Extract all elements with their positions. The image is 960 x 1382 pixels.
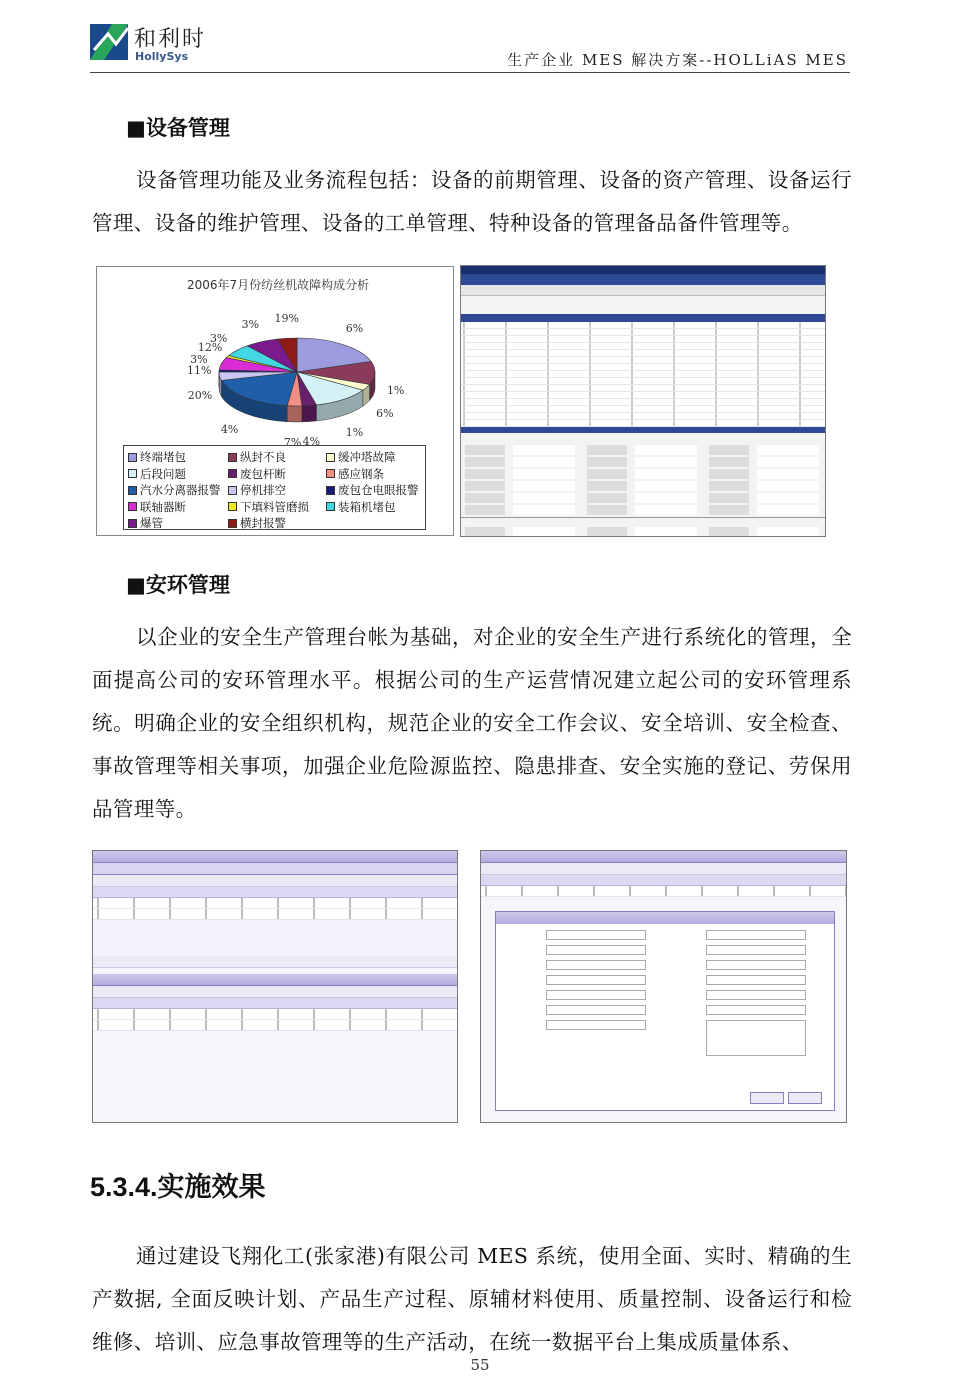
table-row <box>93 1020 457 1031</box>
safety-heading: ■安环管理 <box>126 572 230 597</box>
pie-value-label: 12% <box>197 341 223 355</box>
legend-item <box>128 449 186 465</box>
legend-swatch <box>326 502 335 511</box>
legend-item <box>326 449 396 465</box>
panel-titlebar <box>93 974 457 986</box>
form-textarea <box>706 1020 806 1056</box>
company-logo <box>90 20 210 70</box>
form-row <box>465 457 821 467</box>
table-row <box>461 371 825 378</box>
legend-swatch <box>128 453 137 462</box>
pie-value-label: 6% <box>376 406 394 420</box>
hollysys-logo-icon <box>90 20 132 64</box>
form-field <box>546 945 646 955</box>
legend-swatch <box>228 502 237 511</box>
pie-value-label: 1% <box>386 383 405 397</box>
legend-item <box>228 449 286 465</box>
legend-label: 汽水分离器报警 <box>140 483 221 497</box>
legend-swatch <box>228 469 237 478</box>
form-field <box>546 960 646 970</box>
legend-swatch <box>326 453 335 462</box>
pie-value-label: 3% <box>190 352 208 366</box>
logo-chinese-name: 和利时 <box>134 27 207 52</box>
chart-legend <box>123 445 426 530</box>
pie-value-label: 19% <box>274 312 299 326</box>
page-number: 55 <box>470 1356 490 1374</box>
form-field <box>706 945 806 955</box>
pie-value-label: 3% <box>209 331 228 345</box>
equipment-paragraph: 设备管理功能及业务流程包括：设备的前期管理、设备的资产管理、设备运行管理、设备的维护管理、设备的工单管理、特种设备的管理备品备件管理等。 <box>92 168 852 235</box>
legend-item <box>128 482 221 498</box>
table-row <box>93 898 457 909</box>
legend-item <box>128 515 163 531</box>
inspection-record-screenshot <box>92 850 458 1123</box>
document-title: 生产企业 MES 解决方案--HOLLiAS MES <box>507 51 848 69</box>
table-row <box>461 392 825 399</box>
legend-swatch <box>228 453 237 462</box>
panel-toolbar <box>481 863 846 875</box>
legend-swatch <box>326 469 335 478</box>
table-row <box>461 385 825 392</box>
legend-swatch <box>228 486 237 495</box>
legend-swatch <box>128 502 137 511</box>
pie-slice-side <box>287 406 302 422</box>
panel-subtitle <box>93 863 457 875</box>
legend-label: 停机排空 <box>240 483 286 497</box>
form-row <box>465 445 821 455</box>
table-row <box>461 364 825 371</box>
table-row <box>461 413 825 420</box>
legend-item <box>228 515 286 531</box>
panel-titlebar <box>481 851 846 863</box>
panel-toolbar <box>93 875 457 887</box>
form-row <box>465 505 821 515</box>
legend-label: 横封报警 <box>240 516 286 530</box>
grid-header <box>93 887 457 898</box>
legend-label: 终端堵包 <box>140 450 186 464</box>
table-row <box>461 329 825 336</box>
fault-pie-chart <box>96 266 454 536</box>
legend-item <box>228 499 309 515</box>
form-field <box>546 1020 646 1030</box>
pie-value-label: 11% <box>187 364 212 378</box>
legend-item <box>228 482 286 498</box>
grid-header <box>93 998 457 1009</box>
legend-label: 缓冲塔故障 <box>338 450 396 464</box>
form-field <box>706 1005 806 1015</box>
table-row <box>481 886 846 897</box>
legend-label: 联轴器断 <box>140 499 186 514</box>
pie-value-label: 4% <box>220 422 239 436</box>
panel-titlebar <box>93 851 457 863</box>
pager <box>93 956 457 968</box>
table-row <box>93 909 457 920</box>
form-row <box>465 481 821 491</box>
legend-label: 后段问题 <box>140 466 186 481</box>
form-field <box>706 930 806 940</box>
header-divider <box>90 72 850 73</box>
form-field <box>546 1005 646 1015</box>
grid-header <box>481 875 846 886</box>
legend-label: 废包杆断 <box>240 466 286 481</box>
panel-toolbar <box>93 986 457 998</box>
form-field <box>706 990 806 1000</box>
pie-slice-side <box>302 405 317 422</box>
dialog-titlebar <box>496 912 834 924</box>
legend-item <box>326 482 419 498</box>
legend-swatch <box>326 486 335 495</box>
legend-item <box>228 466 286 482</box>
pie-value-label: 3% <box>241 317 260 331</box>
table-row <box>461 350 825 357</box>
legend-item <box>326 499 396 515</box>
legend-label: 爆管 <box>140 516 163 530</box>
pie-value-label: 4% <box>302 435 321 449</box>
chart-title: 2006年7月份纺丝机故障构成分析 <box>187 278 370 292</box>
form-field <box>546 990 646 1000</box>
safety-paragraph: 以企业的安全生产管理台帐为基础，对企业的安全生产进行系统化的管理，全面提高公司的安环管理水平。根据公司的生产运营情况建立起公司的安环管理系统。明确企业的安全组织机构，规范企业的安全工作会议、安全培训、安全检查、事故管理等相关事项，加强企业危险源监控、隐患排查、安全实施的登记、劳保用品管理等。 <box>92 625 852 821</box>
legend-label: 下填料管磨损 <box>240 499 309 514</box>
form-field <box>706 975 806 985</box>
close-button <box>788 1092 822 1104</box>
window-titlebar <box>461 266 825 274</box>
form-field <box>546 975 646 985</box>
form-row <box>465 493 821 503</box>
implementation-paragraph: 通过建设飞翔化工(张家港)有限公司 MES 系统，使用全面、实时、精确的生产数据, 全面反映计划、产品生产过程、原辅材料使用、质量控制、设备运行和检维修、培训、应急事故管理等的生产活动，在统一数据平台上集成质量体系、 <box>92 1244 852 1354</box>
window-menubar <box>461 274 825 285</box>
table-row <box>461 420 825 427</box>
table-row <box>461 378 825 385</box>
legend-label: 废包仓电眼报警 <box>338 483 419 497</box>
pie-svg <box>97 267 455 447</box>
pie-value-label: 20% <box>187 388 213 402</box>
window-navbar <box>461 285 825 296</box>
logo-english-name: HollySys <box>135 50 189 63</box>
save-button <box>750 1092 784 1104</box>
legend-label: 纵封不良 <box>240 450 286 464</box>
legend-item <box>128 466 186 482</box>
legend-label: 感应钢条 <box>338 466 384 481</box>
table-row <box>461 406 825 413</box>
legend-item <box>128 499 186 515</box>
equipment-heading: ■设备管理 <box>126 115 230 140</box>
table-row <box>461 336 825 343</box>
form-row <box>465 527 821 537</box>
grid-header <box>461 314 825 322</box>
table-row <box>461 322 825 329</box>
form-field <box>706 960 806 970</box>
pie-value-label: 6% <box>345 322 364 336</box>
equipment-system-screenshot <box>460 265 826 537</box>
table-row <box>461 399 825 406</box>
legend-swatch <box>128 519 137 528</box>
pie-value-label: 7% <box>283 435 302 449</box>
table-row <box>461 357 825 364</box>
legend-swatch <box>128 486 137 495</box>
implementation-heading: 5.3.4.实施效果 <box>90 1172 266 1202</box>
table-row <box>461 343 825 350</box>
legend-swatch <box>128 469 137 478</box>
hazard-rectification-screenshot <box>480 850 847 1123</box>
legend-swatch <box>228 519 237 528</box>
form-field <box>546 930 646 940</box>
pie-value-label: 1% <box>345 425 364 439</box>
legend-label: 装箱机堵包 <box>338 499 396 514</box>
form-row <box>465 469 821 479</box>
table-row <box>93 1009 457 1020</box>
edit-dialog <box>495 911 835 1111</box>
legend-item <box>326 466 384 482</box>
